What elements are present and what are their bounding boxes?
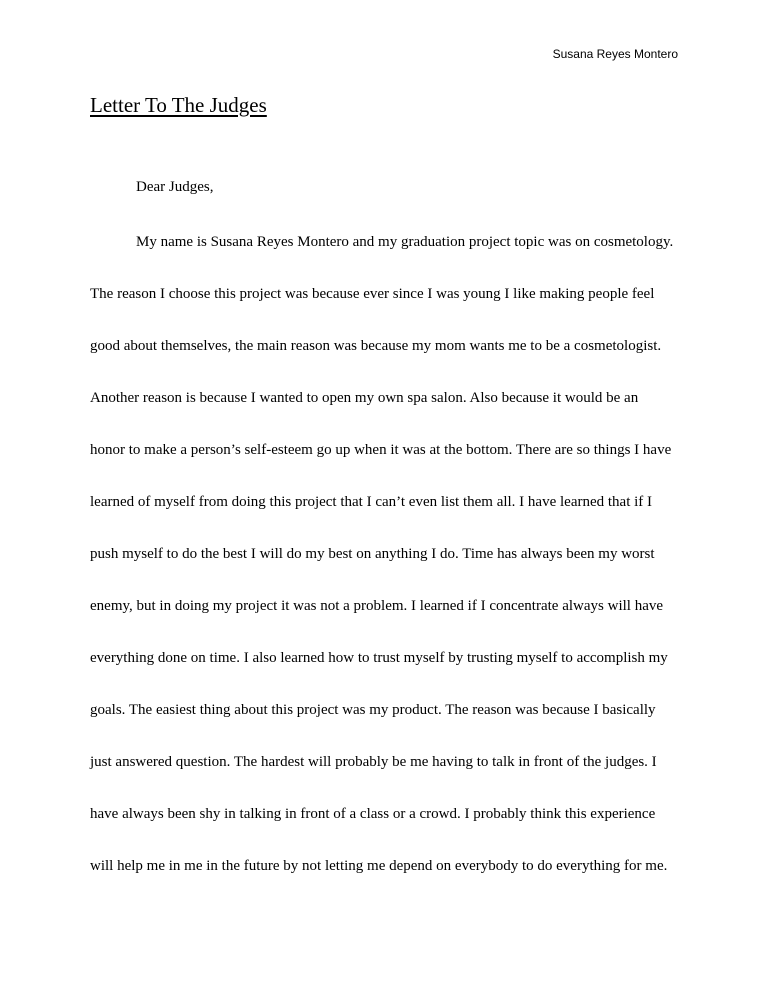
paragraph-line: have always been shy in talking in front of a class or a crowd. I probably think this experience [90,806,656,822]
salutation: Dear Judges, [136,179,214,195]
paragraph-line: just answered question. The hardest will probably be me having to talk in front of the judges. I [90,754,657,770]
paragraph-line: good about themselves, the main reason was because my mom wants me to be a cosmetologist. [90,338,662,354]
paragraph-line: push myself to do the best I will do my best on anything I do. Time has always been my worst [90,546,655,562]
paragraph-line: will help me in me in the future by not letting me depend on everybody to do everything for me. [90,858,668,874]
paragraph-line: goals. The easiest thing about this project was my product. The reason was because I basically [90,702,656,718]
running-header-author: Susana Reyes Montero [552,47,678,61]
document-title: Letter To The Judges [90,93,267,117]
paragraph-line: honor to make a person’s self-esteem go up when it was at the bottom. There are so things I have [90,442,672,458]
paragraph-line: My name is Susana Reyes Montero and my graduation project topic was on cosmetology. [136,234,674,250]
paragraph-line: The reason I choose this project was because ever since I was young I like making people feel [90,286,655,302]
paragraph-line: everything done on time. I also learned how to trust myself by trusting myself to accomplish my [90,650,668,666]
paragraph-line: enemy, but in doing my project it was not a problem. I learned if I concentrate always will have [90,598,664,614]
paragraph-line: learned of myself from doing this project that I can’t even list them all. I have learned that if I [90,494,653,510]
paragraph-line: Another reason is because I wanted to open my own spa salon. Also because it would be an [90,390,639,406]
